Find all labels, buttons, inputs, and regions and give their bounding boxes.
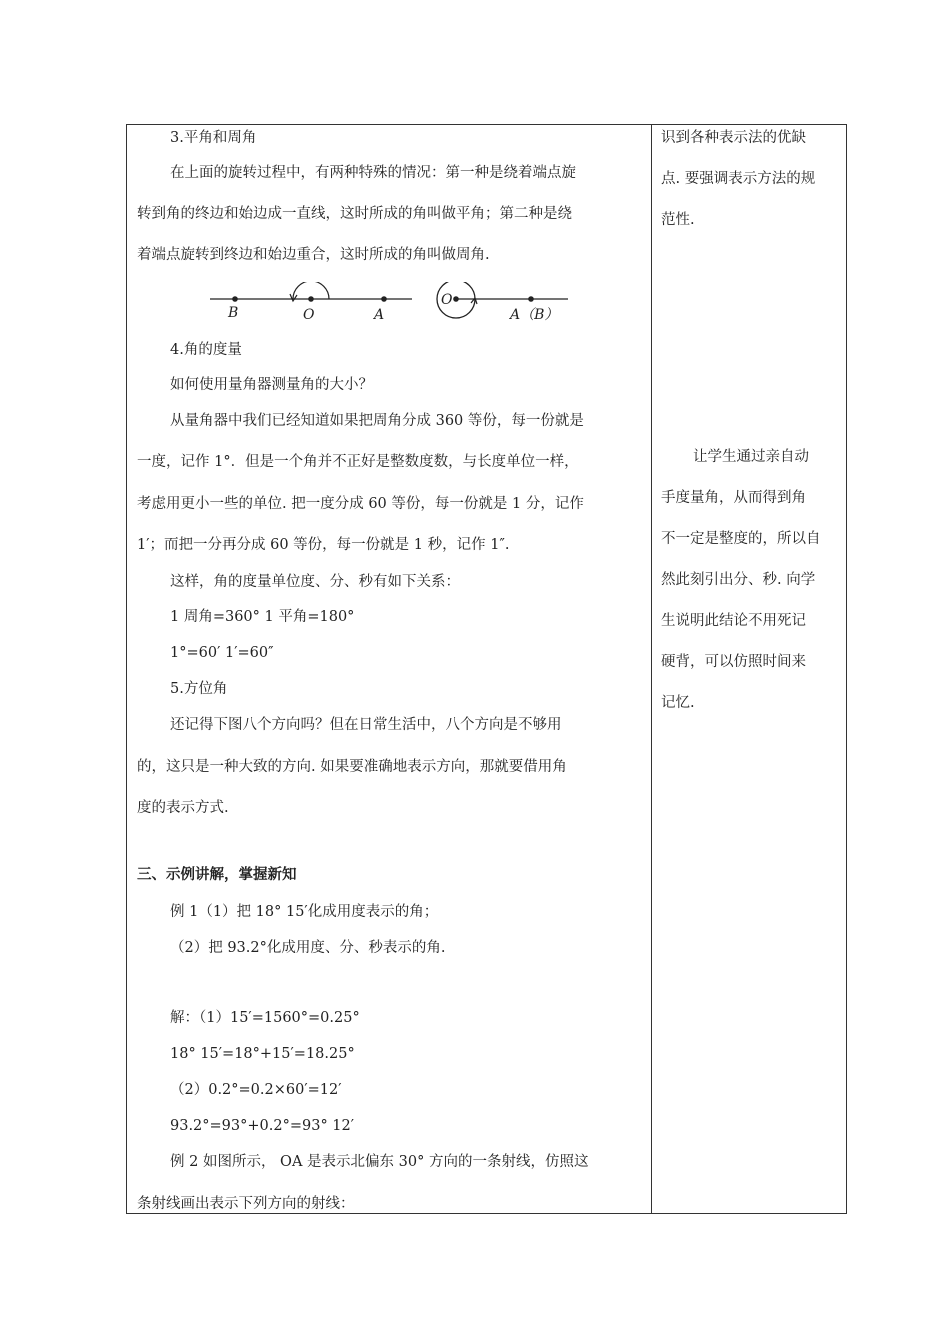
paragraph-line: 的，这只是一种大致的方向. 如果要准确地表示方向，那就要借用角 [137,759,567,775]
side-note-line: 硬背，可以仿照时间来 [661,654,806,670]
paragraph-line: 着端点旋转到终边和始边重合，这时所成的角叫做周角. [137,247,490,263]
side-note-line: 让学生通过亲自动 [693,449,809,465]
section-heading: 三、示例讲解，掌握新知 [137,867,297,883]
paragraph-line: 考虑用更小一些的单位. 把一度分成 60 等份，每一份就是 1 分，记作 [137,496,584,512]
solution-line: 解：（1）15′=1560°=0.25° [170,1010,360,1026]
relation-line: 1°=60′ 1′=60″ [170,645,274,661]
side-note-line: 手度量角，从而得到角 [661,490,806,506]
heading-straight-and-full-angle: 3.平角和周角 [170,130,257,146]
point-o-full [453,296,459,302]
solution-line: （2）0.2°=0.2×60′=12′ [170,1082,342,1098]
example-line: 条射线画出表示下列方向的射线： [137,1196,355,1212]
straight-and-full-angle-figure [205,282,575,328]
example-line: （2）把 93.2°化成用度、分、秒表示的角. [170,940,446,956]
heading-angle-measure: 4.角的度量 [170,342,242,358]
relation-line: 1 周角=360° 1 平角=180° [170,609,355,625]
side-note-line: 范性. [661,212,695,228]
paragraph-line: 1′；而把一分再分成 60 等份，每一份就是 1 秒，记作 1″. [137,537,510,553]
paragraph-line: 度的表示方式. [137,800,229,816]
point-o [308,296,314,302]
paragraph-line: 一度，记作 1°．但是一个角并不正好是整数度数，与长度单位一样， [137,454,579,470]
paragraph-line: 这样，角的度量单位度、分、秒有如下关系： [170,574,460,590]
solution-line: 93.2°=93°+0.2°=93° 12′ [170,1118,355,1134]
column-divider [651,124,652,1214]
question-line: 如何使用量角器测量角的大小？ [170,377,373,393]
label-a: A [374,307,385,323]
side-note-line: 然此刻引出分、秒. 向学 [661,572,816,588]
side-note-line: 记忆. [661,695,695,711]
side-note-line: 生说明此结论不用死记 [661,613,806,629]
label-o: O [303,307,315,323]
example-line: 例 1（1）把 18° 15′化成用度表示的角； [170,904,439,920]
side-note-line: 识到各种表示法的优缺 [661,130,806,146]
paragraph-line: 还记得下图八个方向吗？但在日常生活中，八个方向是不够用 [170,717,562,733]
example-line: 例 2 如图所示， OA 是表示北偏东 30° 方向的一条射线，仿照这 [170,1154,589,1170]
solution-line: 18° 15′=18°+15′=18.25° [170,1046,355,1062]
point-a [381,296,387,302]
heading-bearing-angle: 5.方位角 [170,681,228,697]
point-b [232,296,238,302]
side-note-line: 不一定是整度的，所以自 [661,531,821,547]
paragraph-line: 转到角的终边和始边成一直线，这时所成的角叫做平角；第二种是绕 [137,206,572,222]
point-ab [528,296,534,302]
paragraph-line: 从量角器中我们已经知道如果把周角分成 360 等份，每一份就是 [170,413,584,429]
label-b: B [228,305,239,321]
label-ab: A（B） [510,307,559,323]
paragraph-line: 在上面的旋转过程中，有两种特殊的情况：第一种是绕着端点旋 [170,165,576,181]
side-note-line: 点. 要强调表示方法的规 [661,171,816,187]
label-o-full: O [441,292,453,308]
